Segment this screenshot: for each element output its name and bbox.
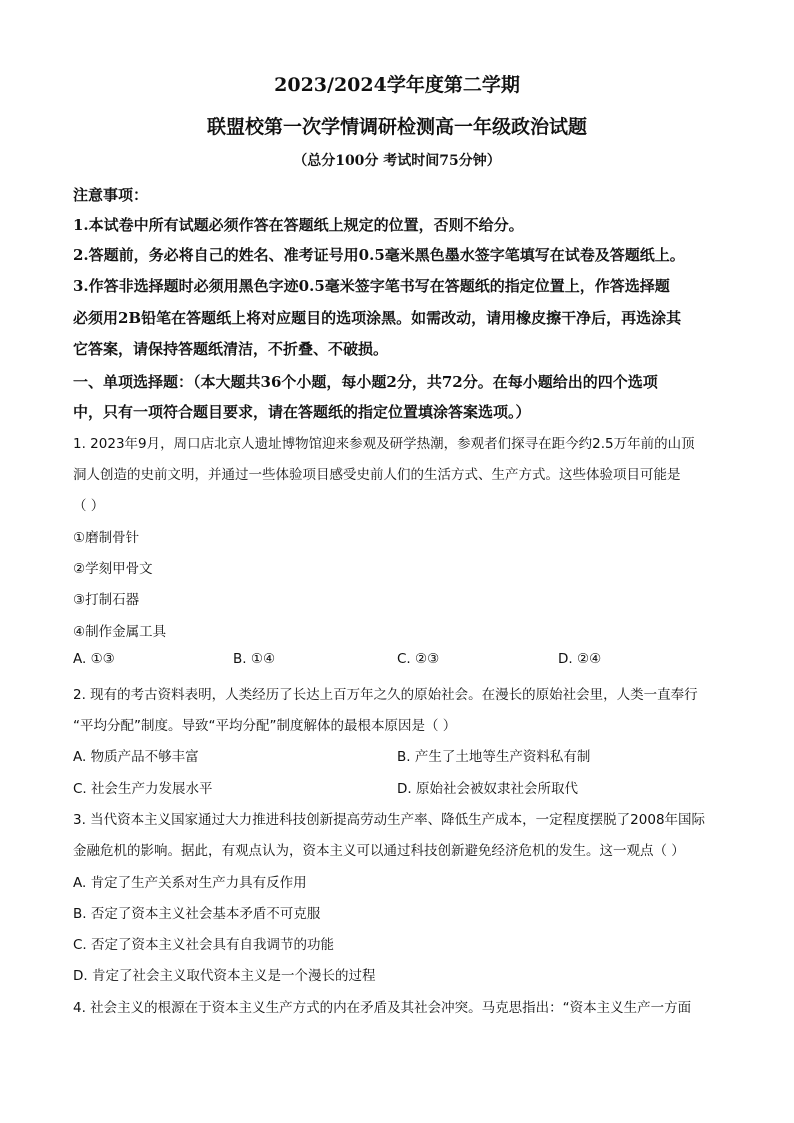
q3-stem-line2: 金融危机的影响。据此，有观点认为，资本主义可以通过科技创新避免经济危机的发生。这一观点（ ） xyxy=(73,843,685,859)
q3-option-a[interactable]: A. 肯定了生产关系对生产力具有反作用 xyxy=(73,875,307,891)
notice-item-3-line3: 它答案，请保持答题纸清洁，不折叠、不破损。 xyxy=(73,340,389,358)
q3-option-b[interactable]: B. 否定了资本主义社会基本矛盾不可克服 xyxy=(73,906,321,922)
q1-option-d[interactable]: D. ②④ xyxy=(558,651,602,667)
q1-item-1: ①磨制骨针 xyxy=(73,530,140,546)
notice-title: 注意事项： xyxy=(73,186,149,204)
q3-option-d[interactable]: D. 肯定了社会主义取代资本主义是一个漫长的过程 xyxy=(73,968,376,984)
q1-option-c[interactable]: C. ②③ xyxy=(397,651,440,667)
q1-option-a[interactable]: A. ①③ xyxy=(73,651,115,667)
q1-stem-line3: （ ） xyxy=(73,498,105,514)
q2-stem-line1: 2. 现有的考古资料表明，人类经历了长达上百万年之久的原始社会。在漫长的原始社会里，人类一直奉行 xyxy=(73,687,698,703)
notice-item-1: 1.本试卷中所有试题必须作答在答题纸上规定的位置，否则不给分。 xyxy=(73,216,524,234)
q2-option-d[interactable]: D. 原始社会被奴隶社会所取代 xyxy=(397,781,578,797)
q1-item-2: ②学刻甲骨文 xyxy=(73,561,153,577)
q3-option-c[interactable]: C. 否定了资本主义社会具有自我调节的功能 xyxy=(73,937,335,953)
section-heading-line1: 一、单项选择题：（本大题共36个小题，每小题2分，共72分。在每小题给出的四个选项 xyxy=(73,373,658,391)
exam-term-heading: 2023/2024学年度第二学期 xyxy=(274,74,520,96)
exam-score-time: （总分100分 考试时间75分钟） xyxy=(293,153,501,169)
q1-stem-line1: 1. 2023年9月，周口店北京人遗址博物馆迎来参观及研学热潮，参观者们探寻在距今约2.5万年前的山顶 xyxy=(73,436,695,452)
exam-title: 联盟校第一次学情调研检测高一年级政治试题 xyxy=(206,116,587,138)
notice-item-3-line1: 3.作答非选择题时必须用黑色字迹0.5毫米签字笔书写在答题纸的指定位置上，作答选择题 xyxy=(73,277,670,295)
notice-item-2: 2.答题前，务必将自己的姓名、准考证号用0.5毫米黑色墨水签字笔填写在试卷及答题纸上。 xyxy=(73,246,685,264)
q1-stem-line2: 洞人创造的史前文明，并通过一些体验项目感受史前人们的生活方式、生产方式。这些体验项目可能是 xyxy=(73,467,681,483)
q1-option-b[interactable]: B. ①④ xyxy=(233,651,276,667)
q2-option-a[interactable]: A. 物质产品不够丰富 xyxy=(73,749,199,765)
q1-item-3: ③打制石器 xyxy=(73,592,140,608)
q1-item-4: ④制作金属工具 xyxy=(73,624,167,640)
q3-stem-line1: 3. 当代资本主义国家通过大力推进科技创新提高劳动生产率、降低生产成本，一定程度摆脱了2008年国际 xyxy=(73,812,706,828)
notice-item-3-line2: 必须用2B铅笔在答题纸上将对应题目的选项涂黑。如需改动，请用橡皮擦干净后，再选涂其 xyxy=(73,309,682,327)
q2-stem-line2: “平均分配”制度。导致“平均分配”制度解体的最根本原因是（ ） xyxy=(73,718,457,734)
q4-stem-line1: 4. 社会主义的根源在于资本主义生产方式的内在矛盾及其社会冲突。马克思指出：“资本主义生产一方面 xyxy=(73,1000,692,1016)
q2-option-c[interactable]: C. 社会生产力发展水平 xyxy=(73,781,213,797)
q2-option-b[interactable]: B. 产生了土地等生产资料私有制 xyxy=(397,749,591,765)
section-heading-line2: 中，只有一项符合题目要求，请在答题纸的指定位置填涂答案选项。） xyxy=(73,403,531,421)
